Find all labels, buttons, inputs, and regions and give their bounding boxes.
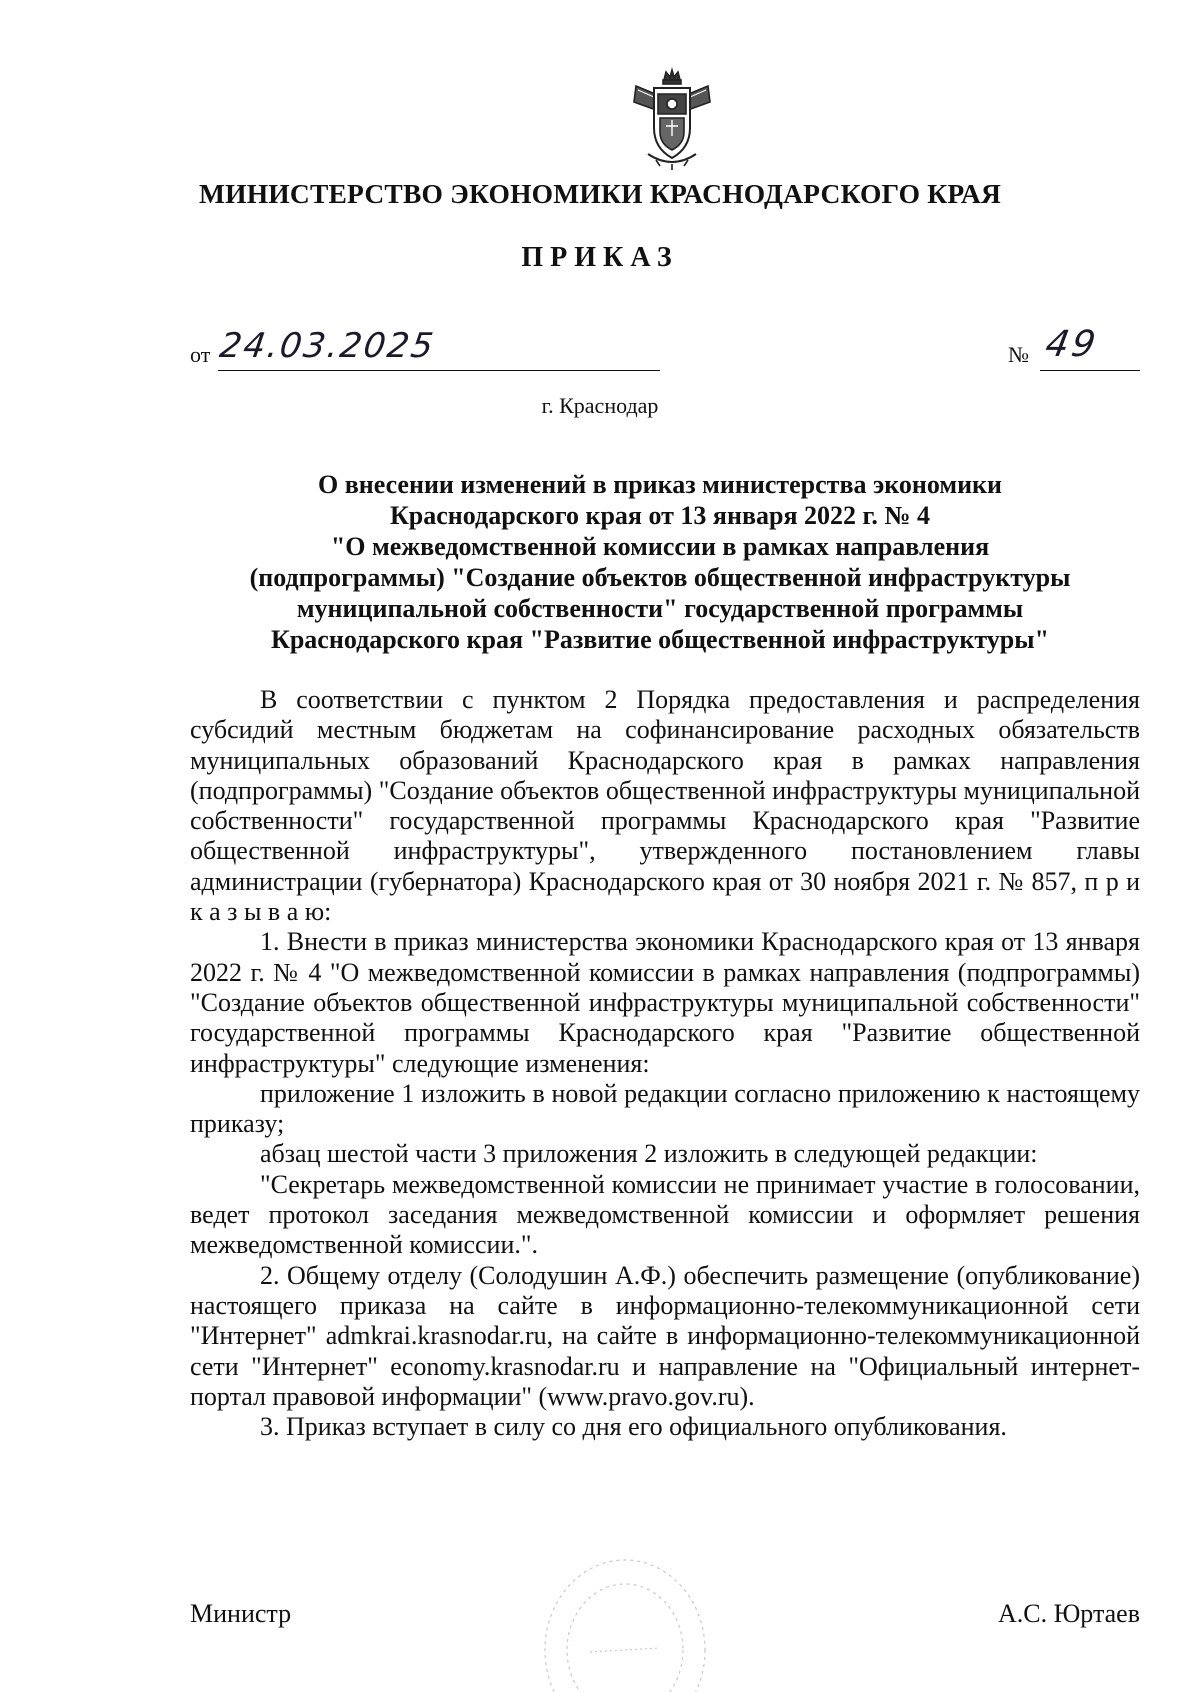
- date-prefix: от: [190, 342, 211, 367]
- subject-line: Краснодарского края "Развитие общественной инфраструктуры": [270, 625, 1050, 654]
- document-body: [190, 685, 1140, 1442]
- coat-of-arms-icon: [626, 66, 718, 172]
- number-underline: [1040, 370, 1140, 371]
- handwritten-date: 24.03.2025: [217, 326, 438, 366]
- ministry-name: МИНИСТЕРСТВО ЭКОНОМИКИ КРАСНОДАРСКОГО КРАЯ: [198, 178, 1002, 209]
- paragraph-preamble: В соответствии с пунктом 2 Порядка предоставления и распределения субсидий местным бюджетам на софинансирование расходных обязательств муниципальных образований Краснодарского края в рамках направления (подпрограммы) "Создание объектов общественной инфраструктуры муниципальной собственности" государственной программы Краснодарского края "Развитие общественной инфраструктуры", утвержденного постановлением главы администрации (губернатора) Краснодарского края от 30 ноября 2021 г. № 857, п р и к а з ы в а ю:: [190, 685, 1140, 927]
- signatory-title: Министр: [190, 1599, 292, 1628]
- paragraph-appendix-2: абзац шестой части 3 приложения 2 изложить в следующей редакции:: [260, 1139, 1038, 1169]
- signatory-name: А.С. Юртаев: [997, 1599, 1140, 1628]
- date-number-row: [190, 326, 1140, 376]
- paragraph-item-2: 2. Общему отделу (Солодушин А.Ф.) обеспечить размещение (опубликование) настоящего приказа на сайте в информационно-телекоммуникационной сети "Интернет" admkrai.krasnodar.ru, на сайте в информационно-телекоммуникационной сети "Интернет" economy.krasnodar.ru и направление на "Официальный интернет-портал правовой информации" (www.pravo.gov.ru).: [190, 1260, 1140, 1411]
- date-underline: [218, 370, 660, 371]
- subject-line: (подпрограммы) "Создание объектов общественной инфраструктуры: [249, 563, 1071, 592]
- handwritten-number: 49: [1042, 324, 1102, 365]
- paragraph-item-3: 3. Приказ вступает в силу со дня его официального опубликования.: [260, 1412, 1007, 1442]
- subject-line: Краснодарского края от 13 января 2022 г. № 4: [389, 501, 931, 530]
- paragraph-quote: "Секретарь межведомственной комиссии не принимает участие в голосовании, ведет протокол заседания межведомственной комиссии и оформляет решения межведомственной комиссии.".: [190, 1169, 1140, 1260]
- document-type: ПРИКАЗ: [521, 242, 679, 273]
- subject-line: "О межведомственной комиссии в рамках направления: [330, 532, 990, 561]
- subject-line: муниципальной собственности" государственной программы: [296, 594, 1024, 623]
- signature-block: [190, 1599, 1140, 1639]
- subject-line: О внесении изменений в приказ министерства экономики: [317, 470, 1003, 499]
- city: г. Краснодар: [541, 393, 659, 418]
- number-prefix: №: [1008, 342, 1029, 367]
- document-subject: [200, 469, 1120, 655]
- paragraph-item-1: 1. Внести в приказ министерства экономики Краснодарского края от 13 января 2022 г. № 4 "О межведомственной комиссии в рамках направления (подпрограммы) "Создание объектов общественной инфраструктуры муниципальной собственности" государственной программы Краснодарского края "Развитие общественной инфраструктуры" следующие изменения:: [190, 927, 1140, 1078]
- paragraph-appendix-1: приложение 1 изложить в новой редакции согласно приложению к настоящему приказу;: [190, 1078, 1140, 1139]
